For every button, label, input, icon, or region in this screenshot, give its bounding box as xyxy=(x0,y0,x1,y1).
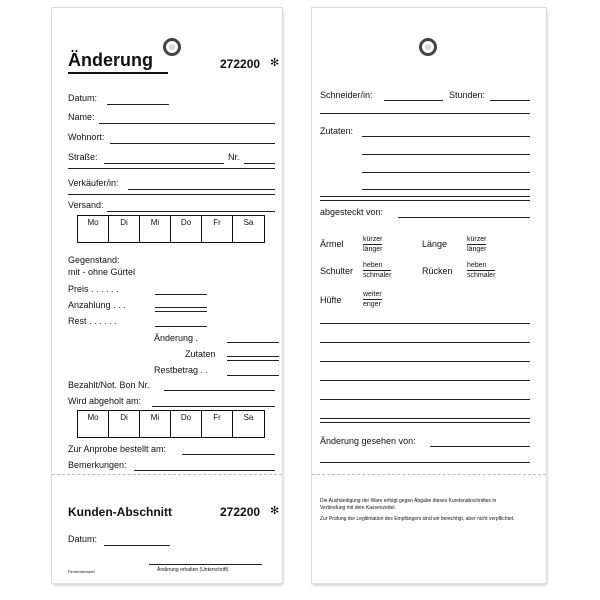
signature-line[interactable] xyxy=(149,564,262,565)
name-field[interactable] xyxy=(99,123,275,124)
label-bemerkungen: Bemerkungen: xyxy=(68,460,127,470)
front-title: Änderung xyxy=(68,50,153,70)
stub-title: Kunden-Abschnitt xyxy=(68,505,172,519)
eyelet-hole xyxy=(419,38,437,56)
day-sa[interactable]: Sa xyxy=(243,413,254,422)
note-aushaendigung: Die Aushändigung der Ware erfolgt gegen Abgabe dieses Kundenabschnittes in Verbindung mit dem Kassenzettel. xyxy=(320,498,497,511)
label-schneider: Schneider/in: xyxy=(320,90,373,100)
label-stunden: Stunden: xyxy=(449,90,486,100)
notes-line-5[interactable] xyxy=(320,399,530,400)
divider xyxy=(320,462,530,463)
star-icon: ✻ xyxy=(270,505,280,517)
anprobe-field[interactable] xyxy=(182,454,275,455)
label-schulter: Schulter xyxy=(320,266,354,276)
zutaten-field-2[interactable] xyxy=(362,154,530,155)
star-icon: ✻ xyxy=(270,57,280,69)
day-do[interactable]: Do xyxy=(171,411,202,437)
perforation-line xyxy=(312,474,546,475)
label-gesehen: Änderung gesehen von: xyxy=(320,436,416,446)
notes-line-3[interactable] xyxy=(320,361,530,362)
abgesteckt-field[interactable] xyxy=(398,217,530,218)
option-enger[interactable]: enger xyxy=(363,301,381,308)
strasse-field[interactable] xyxy=(104,163,224,164)
zutaten-betrag-field[interactable] xyxy=(227,356,279,361)
label-aermel: Ärmel xyxy=(320,239,344,249)
notes-line-1[interactable] xyxy=(320,323,530,324)
laenge-options xyxy=(467,235,486,254)
option-weiter[interactable]: weiter xyxy=(363,291,382,298)
front-card xyxy=(52,8,282,583)
divider xyxy=(68,194,275,195)
eyelet-hole xyxy=(163,38,181,56)
note-legitimation: Zur Prüfung der Legitimation des Empfängers sind wir berechtigt, aber nicht verpflichtet. xyxy=(320,516,515,522)
label-strasse: Straße: xyxy=(68,152,98,162)
abholung-days xyxy=(77,410,265,438)
day-fr[interactable]: Fr xyxy=(202,411,233,437)
label-wohnort: Wohnort: xyxy=(68,132,105,142)
notes-line-2[interactable] xyxy=(320,342,530,343)
label-abgesteckt: abgesteckt von: xyxy=(320,207,384,217)
label-nr: Nr. xyxy=(228,152,240,162)
label-stub-datum: Datum: xyxy=(68,534,98,544)
label-restbetrag: Restbetrag . . xyxy=(154,365,209,375)
option-kuerzer[interactable]: kürzer xyxy=(363,236,383,243)
day-di[interactable]: Di xyxy=(109,411,140,437)
aenderung-betrag-field[interactable] xyxy=(227,342,279,343)
option-heben[interactable]: heben xyxy=(467,261,495,271)
option-schmaler[interactable]: schmaler xyxy=(363,272,392,279)
divider xyxy=(68,168,275,169)
stunden-field[interactable] xyxy=(490,100,530,101)
back-card xyxy=(312,8,546,583)
zutaten-field-3[interactable] xyxy=(362,172,530,173)
label-preis: Preis . . . . . . xyxy=(68,284,119,294)
label-firmenstempel: Firmenstempel xyxy=(68,569,95,574)
abgeholt-field[interactable] xyxy=(152,406,275,407)
label-signature: Änderung erhalten (Unterschrift) xyxy=(157,567,229,573)
day-sa[interactable]: Sa xyxy=(243,218,254,227)
label-ruecken: Rücken xyxy=(422,266,453,276)
day-mo[interactable]: Mo xyxy=(78,411,109,437)
label-zutaten-betrag: Zutaten xyxy=(185,349,216,359)
label-rest: Rest . . . . . . xyxy=(68,316,117,326)
datum-field[interactable] xyxy=(107,104,169,105)
divider xyxy=(320,113,530,114)
day-mi[interactable]: Mi xyxy=(140,411,171,437)
label-aenderung-betrag: Änderung . xyxy=(154,333,199,343)
nr-field[interactable] xyxy=(244,163,275,164)
zutaten-field-4[interactable] xyxy=(362,189,530,190)
label-versand: Versand: xyxy=(68,200,104,210)
versand-field[interactable] xyxy=(107,211,275,212)
perforation-line xyxy=(52,474,282,475)
versand-days xyxy=(77,215,265,243)
ruecken-options xyxy=(467,261,495,280)
section-divider xyxy=(320,196,530,201)
label-laenge: Länge xyxy=(422,239,448,249)
schneider-field[interactable] xyxy=(384,100,443,101)
notes-line-4[interactable] xyxy=(320,380,530,381)
label-guertel: mit - ohne Gürtel xyxy=(68,267,136,277)
schulter-options xyxy=(363,261,391,280)
day-mi[interactable]: Mi xyxy=(140,216,171,242)
label-verkaeufer: Verkäufer/in: xyxy=(68,178,119,188)
label-datum: Datum: xyxy=(68,93,98,103)
day-mo[interactable]: Mo xyxy=(78,216,109,242)
anzahlung-field[interactable] xyxy=(155,307,207,312)
label-zutaten: Zutaten: xyxy=(320,126,354,136)
gesehen-field[interactable] xyxy=(430,446,530,447)
option-laenger[interactable]: länger xyxy=(363,246,383,253)
label-huefte: Hüfte xyxy=(320,295,342,305)
restbetrag-field[interactable] xyxy=(227,375,279,376)
label-name: Name: xyxy=(68,112,95,122)
label-gegenstand: Gegenstand: xyxy=(68,255,120,265)
bezahlt-field[interactable] xyxy=(164,390,275,391)
label-anzahlung: Anzahlung . . . xyxy=(68,300,126,310)
verkaeufer-field[interactable] xyxy=(128,189,275,190)
option-kuerzer[interactable]: kürzer xyxy=(467,236,487,243)
label-abgeholt: Wird abgeholt am: xyxy=(68,396,142,406)
label-anprobe: Zur Anprobe bestellt am: xyxy=(68,444,167,454)
wohnort-field[interactable] xyxy=(110,143,275,144)
day-fr[interactable]: Fr xyxy=(202,216,233,242)
huefte-options xyxy=(363,290,382,309)
ticket-number: 272200 xyxy=(220,57,261,71)
stub-number: 272200 xyxy=(220,505,261,519)
day-di[interactable]: Di xyxy=(109,216,140,242)
zutaten-field-1[interactable] xyxy=(362,136,530,137)
title-underline xyxy=(68,72,168,74)
stub-datum-field[interactable] xyxy=(104,545,170,546)
day-do[interactable]: Do xyxy=(171,216,202,242)
option-schmaler[interactable]: schmaler xyxy=(467,272,496,279)
bemerkungen-field[interactable] xyxy=(134,470,275,471)
aermel-options xyxy=(363,235,382,254)
rest-field[interactable] xyxy=(155,326,207,327)
section-divider xyxy=(320,418,530,423)
option-laenger[interactable]: länger xyxy=(467,246,487,253)
label-bezahlt: Bezahlt/Not. Bon Nr. xyxy=(68,380,150,390)
preis-field[interactable] xyxy=(155,294,207,295)
option-heben[interactable]: heben xyxy=(363,261,391,271)
